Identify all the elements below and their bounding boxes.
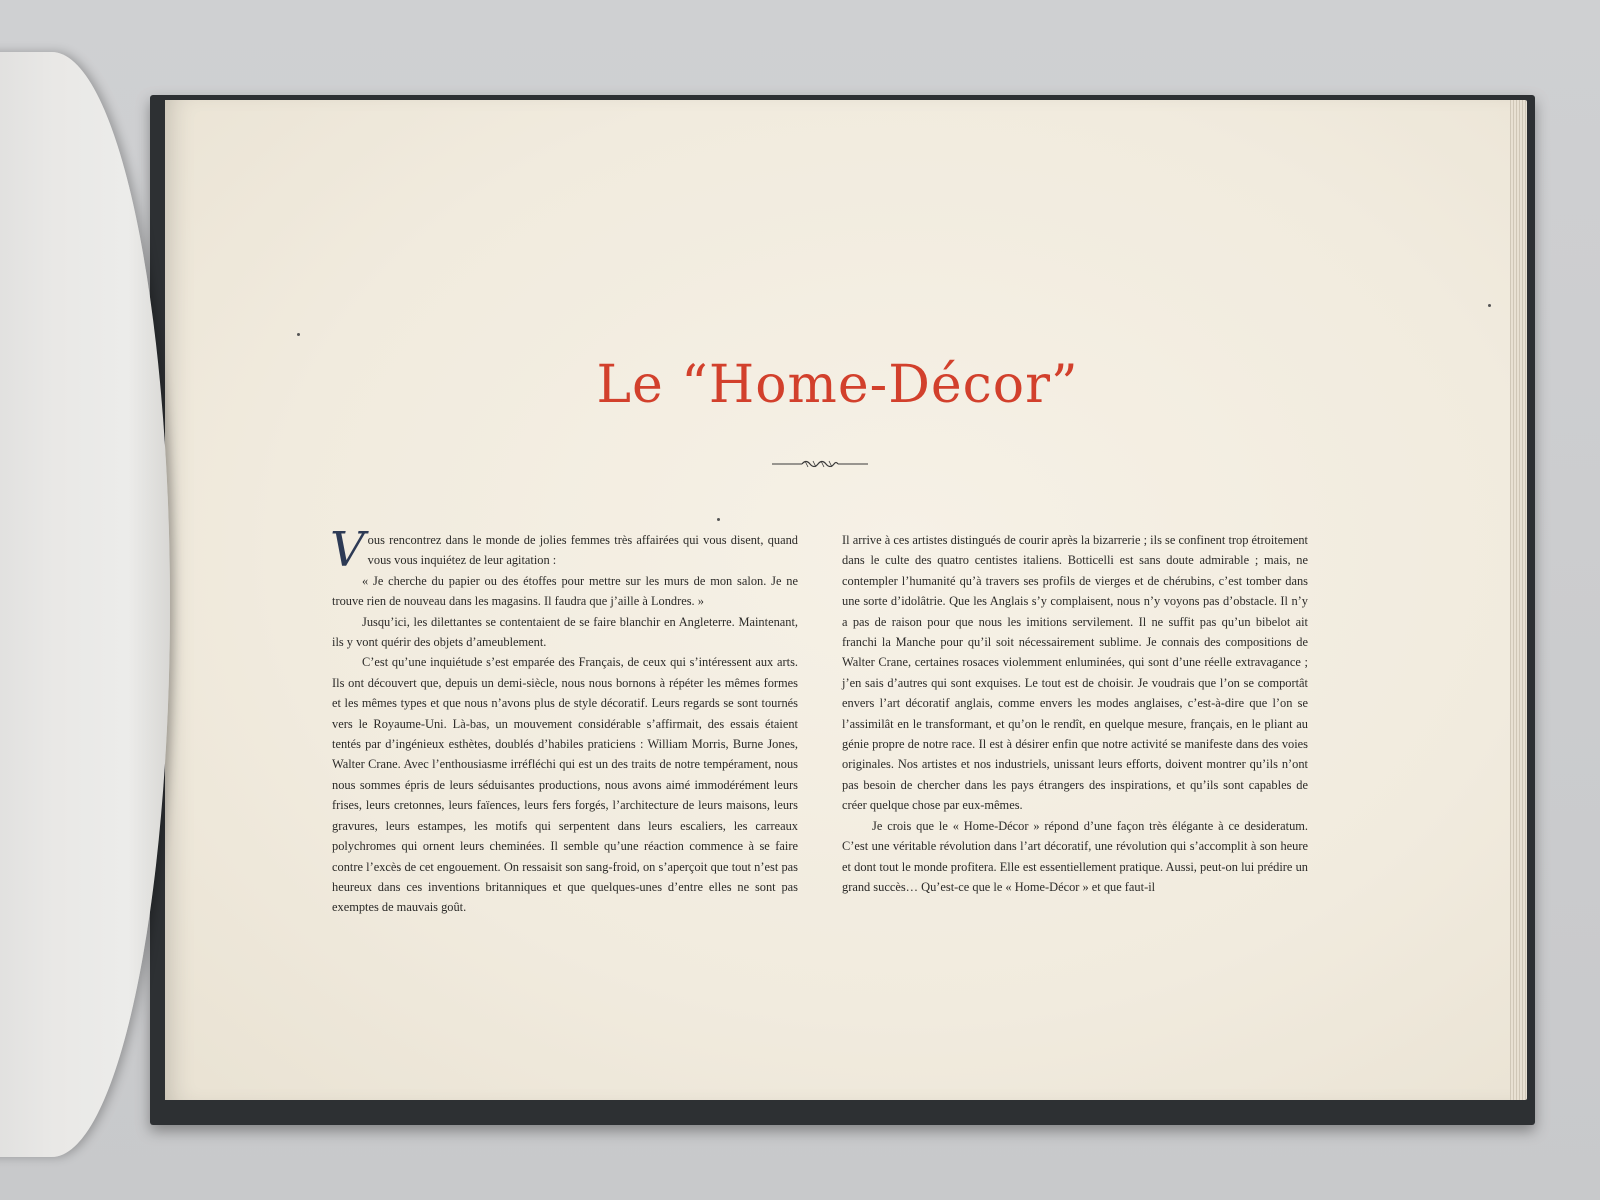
paper-speck xyxy=(297,333,300,336)
paper-speck xyxy=(1488,304,1491,307)
page-title: Le “Home-Décor” xyxy=(596,355,1079,415)
drop-cap: V xyxy=(330,522,365,578)
paragraph xyxy=(330,522,798,578)
paragraph: C’est qu’une inquiétude s’est emparée des Français, de ceux qui s’intéressent aux arts. Ils ont découvert que, depuis un demi-siècle, nous nous bornons à répéter les mêmes formes et les mêmes types et que nous n’avons plus de style décoratif. Leurs regards se sont tournés vers le Royaume-Uni. Là-bas, un mouvement considérable s’affirmait, des essais étaient tentés par d’ingénieux esthètes, doublés d’habiles praticiens : William Morris, Burne Jones, Walter Crane. Avec l’enthousiasme irréfléchi qui est un des traits de notre tempérament, nous nous sommes épris de leurs séduisantes productions, nous avons aimé immodérément leurs frises, leurs cretonnes, leurs faïences, leurs fers forgés, l’architecture de leurs maisons, leurs gravures, leurs estampes, les motifs qui serpentent dans leurs escaliers, les carreaux polychromes qui ornent leurs cheminées. Il semble qu’une réaction commence à se faire contre l’excès de cet engouement. On ressaisit son sang-froid, on s’aperçoit que tout n’est pas heureux dans ces inventions britanniques et que quelques-unes d’entre elles ne sont pas exemptes de mauvais goût. xyxy=(332,655,798,915)
paragraph-text: ous rencontrez dans le monde de jolies femmes très affairées qui vous disent, quand vous vous inquiétez de leur agitation : xyxy=(367,533,798,568)
paragraph: Il arrive à ces artistes distingués de courir après la bizarrerie ; ils se confinent trop étroitement dans le culte des quatro centistes italiens. Botticelli est sans doute admirable ; mais, ne contempler l’humanité qu’à travers ses profils de vierges et de chérubins, c’est tomber dans une sorte d’idolâtrie. Que les Anglais s’y complaisent, nous n’y voyons pas d’obstacle. Il n’y a pas de raison pour que nous les imitions servilement. Il ne suffit pas qu’un bibelot ait franchi la Manche pour qu’il soit nécessairement sublime. Je connais des compositions de Walter Crane, certaines rosaces violemment enluminées, qui sont d’une réelle extravagance ; j’en sais d’autres qui sont exquises. Le tout est de choisir. Je voudrais que l’on se comportât envers l’art décoratif anglais, comme envers les modes anglaises, c’est-à-dire que l’on se l’assimilât en le transformant, et qu’on le rendît, en quelque mesure, français, en le pliant au génie propre de notre race. Il est à désirer enfin que notre activité se manifeste dans des voies originales. Nos artistes et nos industriels, unissant leurs efforts, doivent montrer qu’ils n’ont pas besoin de chercher dans les pays étrangers des inspirations, et qu’ils sont capables de créer quelque chose par eux-mêmes. xyxy=(842,533,1308,813)
paragraph: « Je cherche du papier ou des étoffes pour mettre sur les murs de mon salon. Je ne trouve rien de nouveau dans les magasins. Il faudra que j’aille à Londres. » xyxy=(332,573,798,609)
paper-speck xyxy=(717,518,720,521)
text-column-right xyxy=(842,530,1308,897)
paragraph: Je crois que le « Home-Décor » répond d’une façon très élégante à ce desideratum. C’est une véritable révolution dans l’art décoratif, une révolution qui s’accomplit à son heure et dont tout le monde profitera. Elle est essentiellement pratique. Aussi, peut-on lui prédire un grand succès… Qu’est-ce que le « Home-Décor » et que faut-il xyxy=(842,818,1308,894)
paragraph: Jusqu’ici, les dilettantes se contentaient de se faire blanchir en Angleterre. Maintenant, ils y vont quérir des objets d’ameublement. xyxy=(332,614,798,650)
ornament-divider-icon xyxy=(772,458,868,470)
left-page-curl xyxy=(0,52,170,1157)
text-column-left xyxy=(330,522,798,918)
